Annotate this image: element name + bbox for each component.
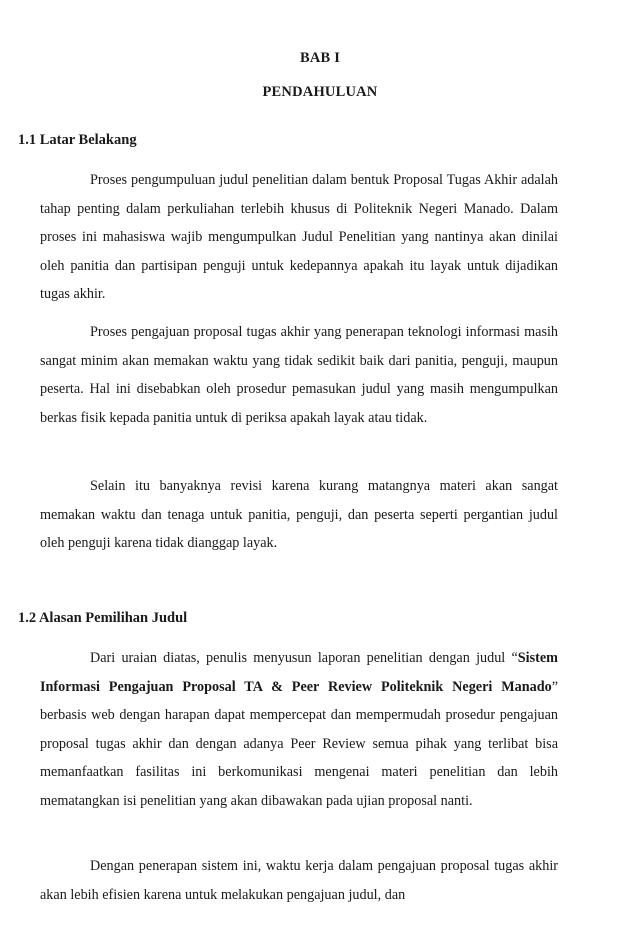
section-title-alasan-pemilihan-judul: 1.2 Alasan Pemilihan Judul — [18, 610, 188, 626]
paragraph-1-2-a — [40, 644, 558, 816]
paragraph-1-2-b: Dengan penerapan sistem ini, waktu kerja dalam pengajuan proposal tugas akhir akan lebih efisien karena untuk melakukan pengajuan judul, dan — [40, 858, 558, 903]
section-title-latar-belakang: 1.1 Latar Belakang — [18, 132, 137, 148]
chapter-number: BAB I — [299, 50, 341, 66]
paragraph-1-1-c: Selain itu banyaknya revisi karena kurang matangnya materi akan sangat memakan waktu dan tenaga untuk panitia, penguji, dan peserta seperti pergantian judul oleh penguji karena tidak dianggap layak. — [40, 478, 558, 552]
research-title-bold: Sistem Informasi Pengajuan Proposal TA & Peer Review Politeknik Negeri Manado — [40, 650, 558, 695]
paragraph-rest: ” berbasis web dengan harapan dapat mempercepat dan mempermudah prosedur pengajuan proposal tugas akhir dan dengan adanya Peer Review semua pihak yang terlibat bisa memanfaatkan fasilitas ini berkomunikasi mengenai materi penelitian dan lebih mematangkan isi penelitian yang akan dibawakan pada ujian proposal nanti. — [40, 678, 558, 809]
paragraph-1-1-a: Proses pengumpuluan judul penelitian dalam bentuk Proposal Tugas Akhir adalah tahap penting dalam perkuliahan terlebih khusus di Politeknik Negeri Manado. Dalam proses ini mahasiswa wajib mengumpulkan Judul Penelitian yang nantinya akan dinilai oleh panitia dan partisipan penguji untuk kedepannya apakah itu layak untuk dijadikan tugas akhir. — [40, 172, 558, 303]
chapter-title: PENDAHULUAN — [262, 84, 378, 100]
paragraph-intro: Dari uraian diatas, penulis menyusun laporan penelitian dengan judul “ — [90, 650, 518, 666]
paragraph-1-1-b: Proses pengajuan proposal tugas akhir yang penerapan teknologi informasi masih sangat minim akan memakan waktu yang tidak sedikit baik dari panitia, penguji, maupun peserta. Hal ini disebabkan oleh prosedur pemasukan judul yang masih mengumpulkan berkas fisik kepada panitia untuk di periksa apakah layak atau tidak. — [40, 324, 558, 426]
